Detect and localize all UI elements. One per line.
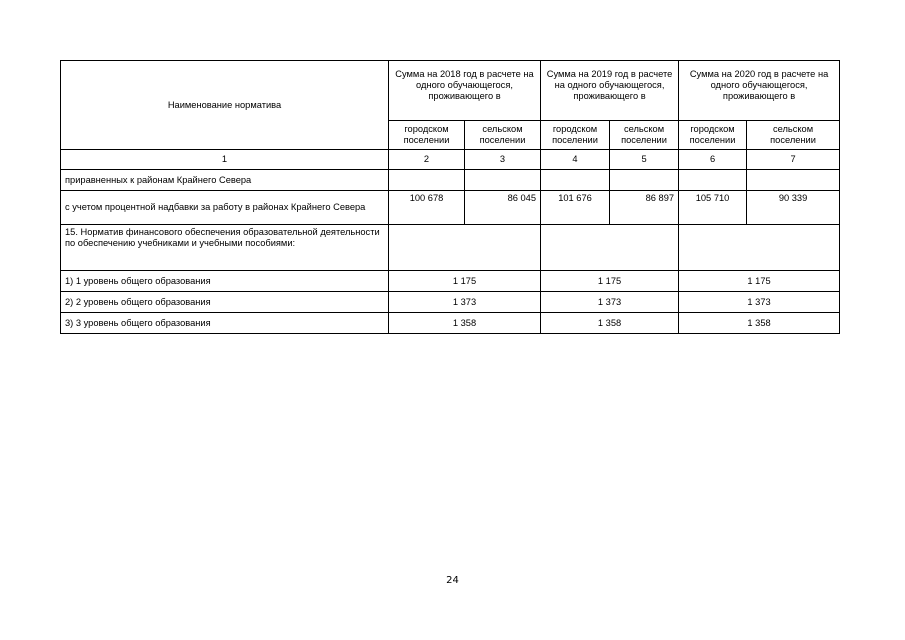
value-cell: 1 175 — [389, 271, 541, 292]
row-label: приравненных к районам Крайнего Севера — [61, 170, 389, 191]
table-row — [61, 313, 840, 334]
empty-cell — [541, 170, 610, 191]
value-cell: 90 339 — [747, 191, 840, 225]
value-cell: 86 045 — [465, 191, 541, 225]
header-urban-2019: городском поселении — [541, 121, 610, 150]
page-number: 24 — [446, 575, 459, 586]
column-number: 4 — [541, 150, 610, 170]
empty-cell — [541, 225, 679, 271]
value-cell: 1 373 — [679, 292, 840, 313]
header-rural-2020: сельском поселении — [747, 121, 840, 150]
empty-cell — [389, 225, 541, 271]
value-cell: 1 175 — [541, 271, 679, 292]
value-cell: 1 373 — [389, 292, 541, 313]
row-label: 15. Норматив финансового обеспечения образовательной деятельности по обеспечению учебниками и учебными пособиями: — [61, 225, 389, 271]
header-row-years — [61, 61, 840, 121]
header-rural-2018: сельском поселении — [465, 121, 541, 150]
header-urban-2018: городском поселении — [389, 121, 465, 150]
table-row — [61, 292, 840, 313]
value-cell: 86 897 — [610, 191, 679, 225]
empty-cell — [465, 170, 541, 191]
column-number: 5 — [610, 150, 679, 170]
value-cell: 1 358 — [389, 313, 541, 334]
row-label: 2) 2 уровень общего образования — [61, 292, 389, 313]
column-number-row — [61, 150, 840, 170]
value-cell: 1 358 — [541, 313, 679, 334]
value-cell: 1 373 — [541, 292, 679, 313]
value-cell: 1 358 — [679, 313, 840, 334]
empty-cell — [679, 170, 747, 191]
table-row — [61, 225, 840, 271]
empty-cell — [389, 170, 465, 191]
value-cell: 101 676 — [541, 191, 610, 225]
column-number: 7 — [747, 150, 840, 170]
row-label: 3) 3 уровень общего образования — [61, 313, 389, 334]
value-cell: 105 710 — [679, 191, 747, 225]
header-year-2020: Сумма на 2020 год в расчете на одного обучающегося, проживающего в — [679, 61, 840, 121]
table-row — [61, 170, 840, 191]
table-row — [61, 271, 840, 292]
norms-table — [60, 60, 840, 334]
table-row — [61, 191, 840, 225]
header-rural-2019: сельском поселении — [610, 121, 679, 150]
column-number: 3 — [465, 150, 541, 170]
value-cell: 1 175 — [679, 271, 840, 292]
header-year-2018: Сумма на 2018 год в расчете на одного обучающегося, проживающего в — [389, 61, 541, 121]
column-number: 6 — [679, 150, 747, 170]
value-cell: 100 678 — [389, 191, 465, 225]
empty-cell — [610, 170, 679, 191]
header-year-2019: Сумма на 2019 год в расчете на одного обучающегося, проживающего в — [541, 61, 679, 121]
row-label: с учетом процентной надбавки за работу в районах Крайнего Севера — [61, 191, 389, 225]
header-name-cell: Наименование норматива — [61, 61, 389, 150]
empty-cell — [679, 225, 840, 271]
empty-cell — [747, 170, 840, 191]
column-number: 2 — [389, 150, 465, 170]
row-label: 1) 1 уровень общего образования — [61, 271, 389, 292]
header-urban-2020: городском поселении — [679, 121, 747, 150]
column-number: 1 — [61, 150, 389, 170]
